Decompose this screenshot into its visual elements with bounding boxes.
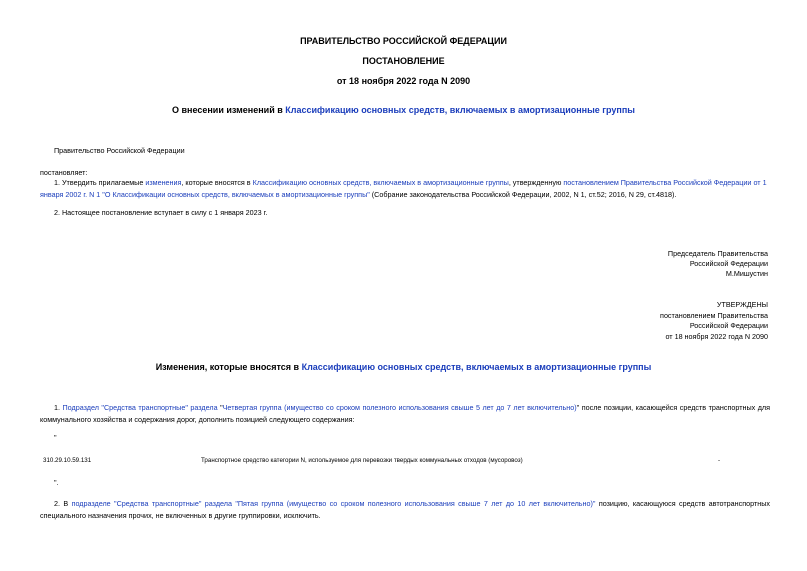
change-item-1 — [40, 402, 770, 426]
row-name: Транспортное средство категории N, используемое для перевозки твердых коммунальных отходов (мусоровоз) — [201, 457, 523, 464]
subsection-link[interactable]: Подраздел "Средства транспортные" раздела — [62, 403, 218, 412]
change-item-1-number: 1. — [54, 403, 63, 412]
document-title — [0, 104, 807, 116]
change-item-2 — [40, 498, 770, 522]
classification-link[interactable]: Классификацию основных средств, включаемых в амортизационные группы — [285, 105, 635, 115]
changes-classification-link[interactable]: Классификацию основных средств, включаемых в амортизационные группы — [301, 362, 652, 372]
approved-line-2: постановлением Правительства — [660, 311, 768, 320]
document-type: ПОСТАНОВЛЕНИЕ — [362, 56, 445, 66]
change-item-1-quote: " — [217, 403, 223, 412]
approved-line-3: Российской Федерации — [689, 321, 768, 330]
fourth-group-link[interactable]: Четвертая группа (имущество со сроком полезного использования свыше 5 лет до 7 лет включительно) — [222, 403, 577, 412]
paragraph-1 — [40, 177, 770, 201]
paragraph-1-text-b: , которые вносятся в — [181, 178, 253, 187]
paragraph-2: 2. Настоящее постановление вступает в силу с 1 января 2023 г. — [54, 208, 268, 217]
row-note: - — [718, 457, 721, 464]
signature-line-1: Председатель Правительства — [667, 249, 768, 258]
decrees-text: постановляет: — [40, 168, 88, 177]
document-date: от 18 ноября 2022 года N 2090 — [336, 76, 471, 86]
approved-date: от 18 ноября 2022 года N 2090 — [665, 332, 768, 341]
government-heading: ПРАВИТЕЛЬСТВО РОССИЙСКОЙ ФЕДЕРАЦИИ — [300, 36, 507, 46]
signature-line-2: Российской Федерации — [689, 259, 768, 268]
change-item-2-number: 2. В — [54, 499, 72, 508]
quote-close: ". — [54, 478, 59, 487]
approved-heading: УТВЕРЖДЕНЫ — [716, 300, 768, 309]
change-item-1-text: " после позиции, касающейся средств транспортных для коммунального хозяйства и содержания дорог, дополнить позицией следующего содержания: — [40, 403, 771, 424]
changes-title-prefix: Изменения, которые вносятся в — [155, 362, 302, 372]
changes-title — [0, 361, 807, 373]
change-item-2-text: позицию, касающуюся средств автотранспортных специального назначения прочих, не включенных в другие группировки, исключить. — [40, 499, 770, 520]
signature-name: М.Мишустин — [725, 269, 768, 278]
subject-text: Правительство Российской Федерации — [54, 146, 185, 155]
fifth-group-link[interactable]: подразделе "Средства транспортные" раздела "Пятая группа (имущество со сроком полезного использования свыше 7 лет до 10 лет включительно)" — [71, 499, 596, 508]
row-code: 310.29.10.59.131 — [43, 457, 92, 464]
classification-link-inline[interactable]: Классификацию основных средств, включаемых в амортизационные группы — [252, 178, 509, 187]
decree-link[interactable]: постановлением Правительства Российской Федерации от 1 января 2002 г. N 1 "О Классификации основных средств, включаемых в амортизационные группы" — [40, 178, 767, 199]
paragraph-1-text-d: (Собрание законодательства Российской Федерации, 2002, N 1, ст.52; 2016, N 29, ст.4818). — [369, 190, 677, 199]
paragraph-1-text-c: , утвержденную — [508, 178, 564, 187]
paragraph-1-text-a: 1. Утвердить прилагаемые — [54, 178, 146, 187]
changes-link[interactable]: изменения — [145, 178, 182, 187]
quote-open: " — [54, 433, 57, 442]
document-title-prefix: О внесении изменений в — [171, 105, 286, 115]
